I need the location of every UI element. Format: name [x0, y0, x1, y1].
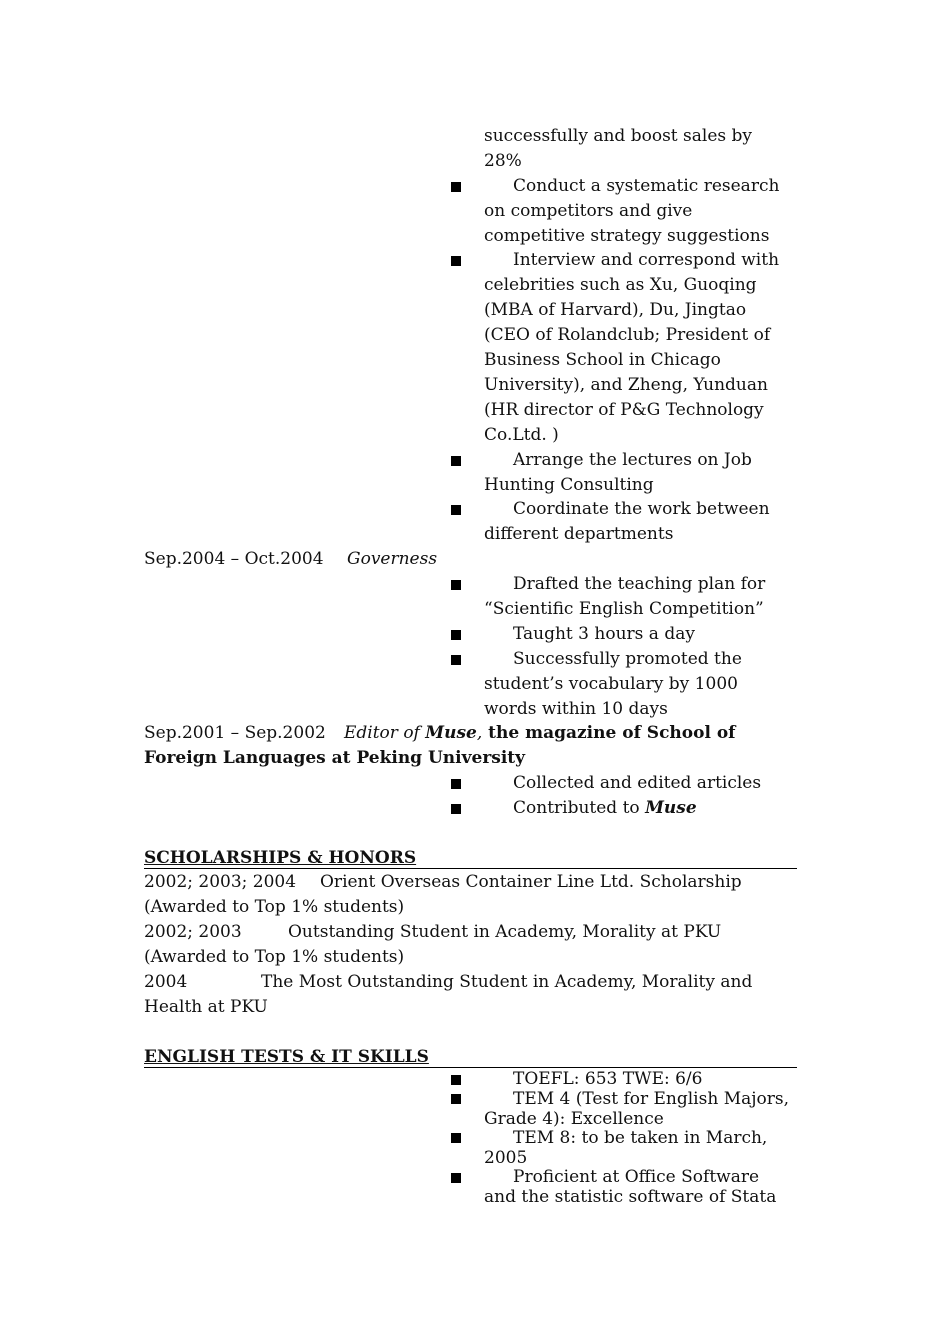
square-bullet-icon	[451, 804, 461, 814]
honor-years: 2004	[144, 972, 188, 992]
honor-title: Outstanding Student in Academy, Morality at PKU	[288, 922, 722, 942]
square-bullet-icon	[451, 1075, 461, 1085]
bullet-text: Contributed to Muse	[513, 798, 697, 818]
bullet-text: Successfully promoted the student’s vocabulary by 1000 words within 10 days	[484, 649, 742, 719]
square-bullet-icon	[451, 655, 461, 665]
bullet-text: TOEFL: 653 TWE: 6/6	[513, 1069, 703, 1089]
square-bullet-icon	[451, 456, 461, 466]
job-title: Governess	[347, 549, 438, 569]
square-bullet-icon	[451, 182, 461, 192]
job-title: Editor of Muse, the magazine of School of	[344, 723, 736, 743]
bullet-text: Interview and correspond with celebrities such as Xu, Guoqing (MBA of Harvard), Du, Jingtao (CEO of Rolandclub; President of Business School in Chicago University), and Zheng, Yunduan (HR director of P&G Technology Co.Ltd. )	[484, 250, 780, 445]
honor-years: 2002; 2003; 2004	[144, 872, 297, 892]
square-bullet-icon	[451, 505, 461, 515]
square-bullet-icon	[451, 1133, 461, 1143]
bullet-text: Conduct a systematic research on competitors and give competitive strategy suggestions	[484, 176, 780, 246]
bullet-text: Drafted the teaching plan for “Scientific English Competition”	[484, 574, 766, 619]
section-heading-scholarships: SCHOLARSHIPS & HONORS	[144, 848, 797, 869]
bullet-text: Taught 3 hours a day	[513, 624, 695, 644]
honor-note: (Awarded to Top 1% students)	[144, 897, 405, 917]
square-bullet-icon	[451, 256, 461, 266]
job-title-line2: Foreign Languages at Peking University	[144, 748, 526, 768]
bullet-text: Coordinate the work between different departments	[484, 499, 770, 544]
honor-title: Orient Overseas Container Line Ltd. Scholarship	[320, 872, 742, 892]
square-bullet-icon	[451, 1173, 461, 1183]
bullet-text: TEM 4 (Test for English Majors, Grade 4): Excellence	[484, 1089, 790, 1129]
square-bullet-icon	[451, 630, 461, 640]
bullet-text: TEM 8: to be taken in March, 2005	[484, 1128, 768, 1168]
honor-note: (Awarded to Top 1% students)	[144, 947, 405, 967]
bullet-text: Proficient at Office Software and the statistic software of Stata	[484, 1167, 777, 1207]
square-bullet-icon	[451, 1094, 461, 1104]
job-dates: Sep.2001 – Sep.2002	[144, 723, 326, 743]
job-dates: Sep.2004 – Oct.2004	[144, 549, 324, 569]
honor-years: 2002; 2003	[144, 922, 242, 942]
section-heading-skills: ENGLISH TESTS & IT SKILLS	[144, 1047, 797, 1068]
bullet-text: successfully and boost sales by 28%	[484, 126, 752, 171]
honor-title: The Most Outstanding Student in Academy, Morality and	[261, 972, 753, 992]
square-bullet-icon	[451, 779, 461, 789]
square-bullet-icon	[451, 580, 461, 590]
bullet-text: Collected and edited articles	[513, 773, 762, 793]
honor-note: Health at PKU	[144, 997, 268, 1017]
bullet-text: Arrange the lectures on Job Hunting Consulting	[484, 450, 752, 495]
